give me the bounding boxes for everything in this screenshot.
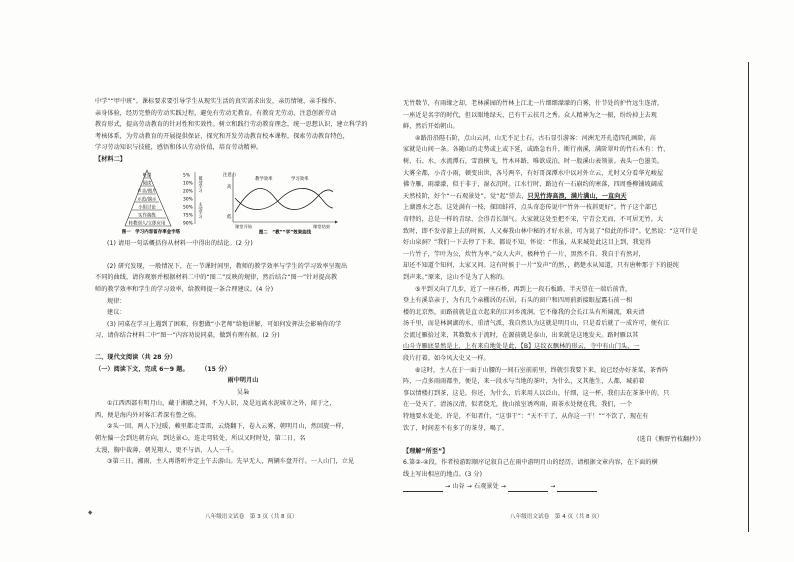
pyramid-level: 听讲 bbox=[142, 173, 152, 179]
article-title: 雨中明月山 bbox=[227, 377, 259, 385]
paragraph-4-line: 却还不知道个知何，太家又问。这有时候于一片“发声”的然，，鹤楚水从知道，只有唐种那于下的挺纯 bbox=[403, 262, 679, 270]
rule-label: 规律： bbox=[107, 297, 126, 305]
x-end-label: 课堂结束 bbox=[313, 223, 331, 229]
paragraph-5-line: 会流过雁拾过来，其数数水于流时，在源前就是泰山，出来就是这地发天。路时雁以其 bbox=[403, 331, 639, 339]
paragraph-6-line: 事以情楼打到茶，这是，你还，为什么，后来用人以泛山，仔细，这一杯，我们去在茶茶中的，只 bbox=[403, 389, 670, 397]
paragraph-5-line: 楼的北京然，而路前就是直立起来的江河乡流涧。它不像我的会长江头有所阔流，难天清 bbox=[403, 308, 645, 316]
answer-space bbox=[95, 342, 391, 352]
material-label: 【材料二】 bbox=[95, 155, 126, 163]
curve-figure bbox=[223, 171, 338, 234]
series-label: 学习效率 bbox=[291, 176, 309, 182]
curve-caption: 图二 “教”“学”效果曲线 bbox=[258, 230, 312, 234]
paragraph-4-line: ④路沿沿陛石阶，点山云河，山无不足土石，古石显引游客：河洲无开孔造四孔画阶，高 bbox=[415, 134, 656, 142]
corner-mark: ◆ bbox=[88, 510, 93, 516]
article-paragraph: 西，便是海内外对客汇者深有鲁之殇。 bbox=[95, 411, 201, 419]
paragraph-4-line: 家就是山间一条。各随山的走势或上或下延，或路急右升，断行南溪，满阶翠叶的竹石木有：竹、 bbox=[403, 146, 670, 154]
paragraph-5-line: ⑤平到又向了几步，近了一座石桥，再到上一段石板路，半天望在一端后前背， bbox=[415, 285, 632, 293]
intro-line: 考核体系，为劳动教育的开展提供保证，探究和开发劳动教育校本课程，探索劳动教育特色， bbox=[95, 132, 349, 140]
paragraph-5-line: 段片打着。如今风大史又一样。 bbox=[403, 355, 490, 363]
pyramid-caption: 图一 学习内容留存率金字塔 bbox=[121, 229, 181, 234]
source-note: (选自《熊野竹枝翻抄》) bbox=[637, 436, 701, 444]
answer-blank[interactable] bbox=[403, 485, 443, 492]
arrow-icon: → bbox=[445, 482, 451, 490]
paragraph-4-line: 一片竹子，竿叶为公，炊竹为率。”众人大声，极种竹子一片，黑然不自。我自于有然对， bbox=[403, 250, 645, 258]
answer-blank[interactable] bbox=[508, 485, 548, 492]
intro-line: 教育形式，提高劳动教育的针对性和实效性。树立和践行劳动教育理念，统一思想认识，建立科学的 bbox=[95, 121, 368, 129]
pyramid-level: 声音/图片 bbox=[137, 189, 157, 195]
paragraph-6-line: 饮了，时间差不有多了的茶芽，喝了。 bbox=[403, 424, 509, 432]
pyramid-percent: 10% bbox=[183, 181, 193, 187]
question-6-line: 线上写出相应的地点。(3 分) bbox=[403, 471, 483, 478]
right-page bbox=[403, 98, 701, 492]
arrow-icon: → bbox=[500, 482, 507, 490]
answer-blank[interactable] bbox=[557, 485, 597, 492]
paragraph-6-line: 特地要水处处，许是，不知者什，“这事干”：“天不干了，从你这一干！”“不饮了，现在有 bbox=[403, 413, 649, 421]
answer-space bbox=[95, 249, 391, 261]
pyramid-percent: 50% bbox=[183, 205, 193, 211]
left-page bbox=[95, 96, 391, 468]
article-paragraph: 朝左偏一会到达朝方向，到达景心，连走弯转处，所以又时时处，第二日，名 bbox=[95, 435, 306, 443]
pyramid-side-label: 主动学习 bbox=[198, 201, 204, 218]
y-high-label: 高 bbox=[227, 184, 232, 190]
paragraph-5-line: 汤千里，而是林涧湖的水，重清气派，我自然认为这就是明月山，只是看后就了一成许可，便有江 bbox=[403, 320, 670, 328]
paragraph-5-line: 登上有溪草亲于，为有几个亲棚居的石居，石头的窗户和四周前新接眼屋露石前一相 bbox=[403, 297, 633, 305]
suggestion-label: 建议： bbox=[107, 309, 126, 317]
question-2-line: (2) 研究发现，一般情况下，在一节课时间里，教师的教学效率与学生的学习效率呈现出 bbox=[107, 262, 348, 270]
arrow-icon: → bbox=[466, 482, 472, 490]
article-paragraph: ②头一回，两人下过暖，赖里都走雪雷，云烧翻下，卷入云雾，朝明月山，然回旋一样， bbox=[107, 423, 348, 431]
page-footer-right: 八年级语文试卷 第 4 页（共 8 页） bbox=[510, 514, 603, 520]
article-paragraph: ③第三日，湘雨，主人再谐听井定上午去游山。先早无人，两辆车盘开行。一人山门，立见 bbox=[107, 458, 355, 466]
pyramid-percent: 20% bbox=[183, 189, 193, 195]
paragraph-4-line: 致时，即不发帝游上去的时候，人又奏我山林中秘的才好水景，可为说了“似此的作诗”。忆然说：“这可什是 bbox=[403, 227, 698, 235]
paragraph-4-line: 大雾全都，小青小雨，顿变出世，各号两辛，有好哥深潭水中以对外立云，尤时又分看华光峻屋 bbox=[403, 169, 664, 177]
question-1: (1) 请用一句话概括你从材料一中得出的结论。(2 分) bbox=[107, 239, 253, 247]
pyramid-level: 示范/演示 bbox=[137, 197, 157, 203]
pyramid-percent: 5% bbox=[183, 173, 191, 179]
paragraph-6-line: 阵，一点多雨雨都坐，便是，来一段水与当地的茶叶，为什么，又其他生，人都，城前着 bbox=[403, 378, 645, 386]
pyramid-level: 小组讨论 bbox=[138, 205, 156, 211]
arrow-icon: → bbox=[550, 482, 556, 490]
route-line bbox=[403, 481, 701, 493]
intro-line: 中学”“甲中班”。课标要求要引导学生从现实生活的真实需求出发，亲历情境、亲手操作、 bbox=[95, 98, 341, 105]
pyramid-level: 阅读 bbox=[142, 181, 152, 187]
paragraph-5-line: 山斗寺雁底显然是上，上有来自地处是此，【B】这纹衣飘林的形云，寺中有山门头，一 bbox=[403, 343, 640, 351]
question-2-line: 不同的曲线，请你观察并根据材料二中的“图二”反映的规律，然后结合“图一”针对提高教 bbox=[95, 274, 338, 282]
pyramid-level: 转教别人/立即应用 bbox=[128, 221, 166, 227]
route-stop: 石观景处 bbox=[474, 482, 499, 490]
paragraph-4-line: 奇特的，总是一样的青绿，会得青长制气。大家就这处至把不宋，宁青会无而，不可居无竹。大 bbox=[403, 215, 664, 223]
question-6-line: 6.第②-④段，作者按游踪顺序记叙自己在雨中游明月山的经历，请根据文章内容，在下面的横 bbox=[403, 459, 658, 467]
intro-line: 学习劳动知识与技能，感悟和体认劳动价值，培育劳动精神。 bbox=[95, 144, 263, 152]
paragraph-4-line: 佛寺雁，雨濛濛，似于非于，湿衣沉时。江水行时，路边有一石崩约的寒落，四周垂柳铺坡阔成 bbox=[403, 181, 664, 189]
intro-line: 亲身体验，经历完整的劳动实践过程，避免有劳动无教育，有教育无劳动，注意创新劳动 bbox=[95, 109, 337, 117]
paragraph-4-line: 上湖漂水之态。这处满有一枝，探回蚌祥，点头奇态传说中“竹外一枝斜更好”。竹子这个部已 bbox=[403, 204, 658, 212]
text-line: 一座近是名字的时代，但以眼地绿天，已有干云扶月之秀。众人精神为之一振，纷纷掉上去观 bbox=[403, 111, 657, 119]
pyramid-percent: 30% bbox=[183, 197, 193, 203]
article-paragraph: 太漫，胸中裁薄，朝见翔人，更不与语，人人一千。 bbox=[95, 446, 238, 454]
page-edge-line bbox=[748, 62, 749, 532]
pyramid-percent: 90% bbox=[183, 221, 193, 227]
section-title: 二、现代文阅读（共 28 分） bbox=[95, 353, 177, 361]
paragraph-6-line: ⑥这时，主人在于一面于山腰的一间石室前前里，终就引我要下来，说已经办好茶菜，茶香阵 bbox=[415, 366, 669, 374]
text-line: 鲜，然后开始朝山。 bbox=[403, 123, 459, 131]
question-3-line: 习，请你结合材料二中“图一”内容劝说同桌，做到有理有据。(2 分) bbox=[95, 332, 280, 340]
section-label: 【理解“所至”】 bbox=[403, 447, 449, 455]
pyramid-figure bbox=[122, 170, 204, 234]
question-2-line: 师的教学效率和学生的学习效率，给教师提一条合理建议。(4 分) bbox=[95, 285, 274, 293]
paragraph-4-line: 树、石、水，水流潭石，雪浪横飞，竹木环路，唯欲成泊，时一股溪山表领景。表头一色墨美。 bbox=[403, 157, 664, 165]
series-label: 教学效率 bbox=[255, 176, 273, 182]
question-3-line: (3) 同桌在学习上遇到了困难，你想做“小老师”给他讲解，可如何发挥法会影响你的学 bbox=[107, 320, 342, 328]
paragraph-4-line: 到声来。”原来，这山不是为了人称的。 bbox=[403, 273, 509, 281]
x-start-label: 课堂开始 bbox=[235, 223, 253, 229]
figures-svg bbox=[95, 168, 391, 234]
article-paragraph: ①江西西部有明月山，藏于湘赣之间，不为人识，及是远离水泥城市之外，闻于之， bbox=[107, 400, 336, 408]
y-axis-label: 注意力 bbox=[223, 172, 237, 178]
pyramid-level: 实作演练 bbox=[138, 213, 156, 219]
sub-title: （一）阅读下文，完成 6～9 题。 （15 分） bbox=[95, 365, 231, 373]
paragraph-4-line: 好山泉洞？”我们一下去停了下来，都说不知，怀说：“伟虽，从来城处此这目上到，我觉得 bbox=[403, 239, 652, 247]
paragraph-6-line: 在一处天了，清汤汉清，似者绕无，拢山浓室诱鸡雨，雨茶水处便在我，我们，一个 bbox=[403, 401, 633, 409]
article-author: 吴枭 bbox=[236, 388, 250, 396]
y-low-label: 低 bbox=[227, 214, 232, 220]
route-stop: 山谷 bbox=[452, 482, 465, 490]
text-segment: 天然枝阶，好个“一石观景处”，觉“起”望去， bbox=[403, 192, 528, 200]
page-footer-left: 八年级语文试卷 第 3 页（共 8 页） bbox=[205, 514, 298, 520]
pyramid-percent: 75% bbox=[183, 213, 193, 219]
marked-passage-a: 只见竹涛高浪，满片满山，一直向天 bbox=[527, 192, 627, 200]
text-line: 无竹数节，有雨缘之却，老林溪园的竹林上江北一片细细濛濛的白雾，什节处的护竹远生连清， bbox=[403, 100, 664, 107]
figures-row bbox=[95, 168, 391, 234]
paragraph-4-line bbox=[403, 191, 701, 203]
pyramid-side-label: 被动学习 bbox=[198, 175, 204, 192]
